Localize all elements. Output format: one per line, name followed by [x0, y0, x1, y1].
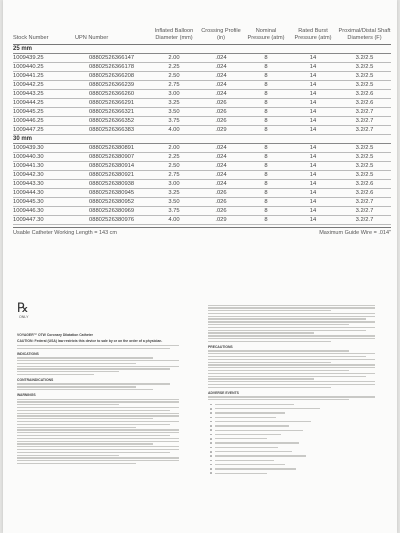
table-cell: 8 — [264, 82, 268, 88]
table-cell: 08802526380891 — [89, 145, 135, 151]
heading-indications: INDICATIONS — [17, 351, 39, 356]
table-cell: 1009444.25 — [13, 100, 44, 106]
table-cell: 8 — [264, 181, 268, 187]
table-cell: 08802526366352 — [89, 118, 135, 124]
table-cell: 1009447.25 — [13, 127, 44, 133]
table-cell: 3.25 — [168, 190, 180, 196]
table-cell: 1009441.30 — [13, 163, 44, 169]
table-cell: 3.2/2.6 — [355, 91, 374, 97]
table-cell: 14 — [309, 208, 317, 214]
heading-warnings: WARNINGS — [17, 392, 36, 397]
table-body — [13, 45, 391, 225]
contraindications-paragraph — [17, 383, 187, 390]
table-cell: 08802526366383 — [89, 127, 135, 133]
header-rated-burst-pressure: Rated Burst Pressure (atm) — [294, 28, 332, 41]
table-row — [13, 63, 391, 72]
table-cell: 08802526366208 — [89, 73, 135, 79]
table-cell: 8 — [264, 109, 268, 115]
table-cell: 08802526366321 — [89, 109, 135, 115]
table-cell: 08802526380969 — [89, 208, 135, 214]
table-cell: .029 — [215, 127, 227, 133]
table-cell: 2.25 — [168, 64, 180, 70]
table-cell: 3.2/2.6 — [355, 100, 374, 106]
table-cell: 08802526380952 — [89, 199, 135, 205]
table-cell: 3.25 — [168, 100, 180, 106]
heading-precautions: PRECAUTIONS — [208, 344, 233, 349]
working-length-note: Usable Catheter Working Length = 143 cm — [13, 230, 117, 236]
document-page — [3, 0, 397, 533]
section-heading: 25 mm — [13, 45, 391, 54]
table-cell: 3.2/2.6 — [355, 190, 374, 196]
table-cell: 3.00 — [168, 91, 180, 97]
table-cell: 3.2/2.5 — [355, 154, 374, 160]
table-cell: 14 — [309, 163, 317, 169]
rx-only-symbol — [17, 303, 29, 319]
max-guidewire-note: Maximum Guide Wire = .014" — [319, 230, 391, 236]
table-cell: .024 — [215, 82, 227, 88]
table-cell: 8 — [264, 64, 268, 70]
table-cell: 08802526380907 — [89, 154, 135, 160]
table-cell: 08802526366260 — [89, 91, 135, 97]
table-cell: 8 — [264, 154, 268, 160]
table-cell: 8 — [264, 199, 268, 205]
table-row — [13, 171, 391, 180]
table-cell: 1009439.25 — [13, 55, 44, 61]
header-nominal-pressure: Nominal Pressure (atm) — [247, 28, 285, 41]
table-row — [13, 72, 391, 81]
table-cell: .026 — [215, 118, 227, 124]
table-cell: 1009446.30 — [13, 208, 44, 214]
table-cell: 14 — [309, 217, 317, 223]
table-cell: .024 — [215, 55, 227, 61]
table-row — [13, 189, 391, 198]
table-cell: 2.75 — [168, 82, 180, 88]
table-cell: 14 — [309, 64, 317, 70]
table-cell: 8 — [264, 208, 268, 214]
table-cell: 1009442.30 — [13, 172, 44, 178]
adverse-events-paragraph — [208, 396, 384, 400]
header-stock-number: Stock Number — [13, 34, 49, 41]
table-row — [13, 216, 391, 225]
table-cell: 1009446.25 — [13, 118, 44, 124]
table-row — [13, 54, 391, 63]
section-heading: 30 mm — [13, 135, 391, 144]
table-cell: 3.2/2.5 — [355, 64, 374, 70]
table-cell: 08802526380914 — [89, 163, 135, 169]
table-cell: 14 — [309, 91, 317, 97]
table-cell: 3.2/2.7 — [355, 199, 374, 205]
table-cell: 2.25 — [168, 154, 180, 160]
table-cell: 14 — [309, 172, 317, 178]
table-cell: 14 — [309, 145, 317, 151]
table-cell: .024 — [215, 172, 227, 178]
table-cell: 3.2/2.5 — [355, 55, 374, 61]
table-cell: 3.2/2.5 — [355, 82, 374, 88]
heading-contraindications: CONTRAINDICATIONS — [17, 377, 54, 382]
table-cell: 3.2/2.5 — [355, 172, 374, 178]
table-cell: 1009441.25 — [13, 73, 44, 79]
table-cell: 8 — [264, 217, 268, 223]
caution-statement: CAUTION: Federal (USA) law restricts this device to sale by or on the order of a physician. — [17, 339, 163, 344]
table-row — [13, 117, 391, 126]
table-cell: 8 — [264, 145, 268, 151]
table-cell: 8 — [264, 100, 268, 106]
header-shaft-diameters: Proximal/Distal Shaft Diameters (F) — [338, 28, 391, 41]
table-cell: .026 — [215, 109, 227, 115]
table-cell: 08802526366147 — [89, 55, 135, 61]
table-cell: 8 — [264, 172, 268, 178]
intro-paragraph — [17, 345, 187, 349]
table-cell: 1009442.25 — [13, 82, 44, 88]
table-cell: 1009445.25 — [13, 109, 44, 115]
table-cell: .024 — [215, 181, 227, 187]
table-cell: 08802526380938 — [89, 181, 135, 187]
header-upn-number: UPN Number — [75, 34, 109, 41]
table-cell: .026 — [215, 100, 227, 106]
table-cell: 1009439.30 — [13, 145, 44, 151]
table-cell: 3.2/2.6 — [355, 181, 374, 187]
table-cell: 8 — [264, 55, 268, 61]
table-row — [13, 108, 391, 117]
table-cell: 14 — [309, 118, 317, 124]
table-cell: 8 — [264, 118, 268, 124]
table-cell: .026 — [215, 199, 227, 205]
table-cell: 2.75 — [168, 172, 180, 178]
table-cell: 1009443.25 — [13, 91, 44, 97]
table-cell: .026 — [215, 208, 227, 214]
rx-only-label: ONLY — [19, 315, 29, 319]
table-cell: 14 — [309, 190, 317, 196]
adverse-events-list — [208, 402, 384, 475]
header-balloon-diameter: Inflated Balloon Diameter (mm) — [154, 28, 194, 41]
table-cell: 08802526380945 — [89, 190, 135, 196]
table-cell: 8 — [264, 91, 268, 97]
table-cell: 1009443.30 — [13, 181, 44, 187]
table-cell: 1009447.30 — [13, 217, 44, 223]
table-row — [13, 144, 391, 153]
ifu-right-column — [208, 303, 384, 477]
table-cell: 08802526366239 — [89, 82, 135, 88]
table-cell: 3.2/2.7 — [355, 208, 374, 214]
table-row — [13, 90, 391, 99]
table-cell: 14 — [309, 199, 317, 205]
table-cell: 14 — [309, 82, 317, 88]
table-row — [13, 198, 391, 207]
table-cell: 14 — [309, 154, 317, 160]
table-cell: 1009444.30 — [13, 190, 44, 196]
table-cell: 4.00 — [168, 217, 180, 223]
table-cell: 4.00 — [168, 127, 180, 133]
table-cell: 2.00 — [168, 55, 180, 61]
table-cell: .024 — [215, 73, 227, 79]
table-cell: 3.2/2.7 — [355, 109, 374, 115]
table-cell: .029 — [215, 217, 227, 223]
table-cell: 3.2/2.7 — [355, 118, 374, 124]
table-cell: 3.00 — [168, 181, 180, 187]
table-cell: 2.50 — [168, 73, 180, 79]
product-table — [13, 12, 391, 236]
table-cell: 3.2/2.7 — [355, 217, 374, 223]
table-row — [13, 207, 391, 216]
table-footer — [13, 227, 391, 236]
table-cell: .026 — [215, 190, 227, 196]
right-intro-paragraph — [208, 305, 384, 343]
table-cell: 8 — [264, 190, 268, 196]
table-cell: 14 — [309, 55, 317, 61]
table-cell: 3.75 — [168, 208, 180, 214]
table-row — [13, 153, 391, 162]
table-cell: 14 — [309, 127, 317, 133]
table-cell: 3.75 — [168, 118, 180, 124]
rx-icon: ℞ — [17, 301, 29, 316]
table-cell: 8 — [264, 127, 268, 133]
table-cell: 1009445.30 — [13, 199, 44, 205]
table-cell: 2.00 — [168, 145, 180, 151]
table-cell: 3.2/2.5 — [355, 73, 374, 79]
table-cell: 08802526366291 — [89, 100, 135, 106]
table-cell: .024 — [215, 64, 227, 70]
table-cell: 3.2/2.7 — [355, 127, 374, 133]
table-row — [13, 81, 391, 90]
table-cell: .024 — [215, 91, 227, 97]
heading-adverse-events: ADVERSE EVENTS — [208, 390, 239, 395]
table-cell: 3.50 — [168, 199, 180, 205]
header-crossing-profile: Crossing Profile (in) — [201, 28, 241, 41]
table-cell: 8 — [264, 73, 268, 79]
table-cell: 3.50 — [168, 109, 180, 115]
table-cell: 1009440.30 — [13, 154, 44, 160]
table-cell: 14 — [309, 73, 317, 79]
table-cell: .024 — [215, 145, 227, 151]
table-cell: 2.50 — [168, 163, 180, 169]
table-row — [13, 162, 391, 171]
table-cell: .024 — [215, 154, 227, 160]
table-cell: 08802526366178 — [89, 64, 135, 70]
table-cell: .024 — [215, 163, 227, 169]
table-cell: 14 — [309, 181, 317, 187]
table-cell: 3.2/2.5 — [355, 145, 374, 151]
table-row — [13, 99, 391, 108]
warnings-paragraph — [17, 399, 187, 465]
table-cell: 08802526380921 — [89, 172, 135, 178]
table-cell: 8 — [264, 163, 268, 169]
indications-paragraph — [17, 357, 187, 375]
table-row — [13, 180, 391, 189]
precautions-paragraph — [208, 350, 384, 388]
table-cell: 14 — [309, 109, 317, 115]
table-cell: 08802526380976 — [89, 217, 135, 223]
table-header — [13, 12, 391, 45]
product-title: VOYAGER™ OTW Coronary Dilatation Catheter — [17, 332, 93, 337]
table-cell: 3.2/2.5 — [355, 163, 374, 169]
table-row — [13, 126, 391, 135]
table-cell: 1009440.25 — [13, 64, 44, 70]
ifu-left-column — [17, 330, 187, 466]
table-cell: 14 — [309, 100, 317, 106]
